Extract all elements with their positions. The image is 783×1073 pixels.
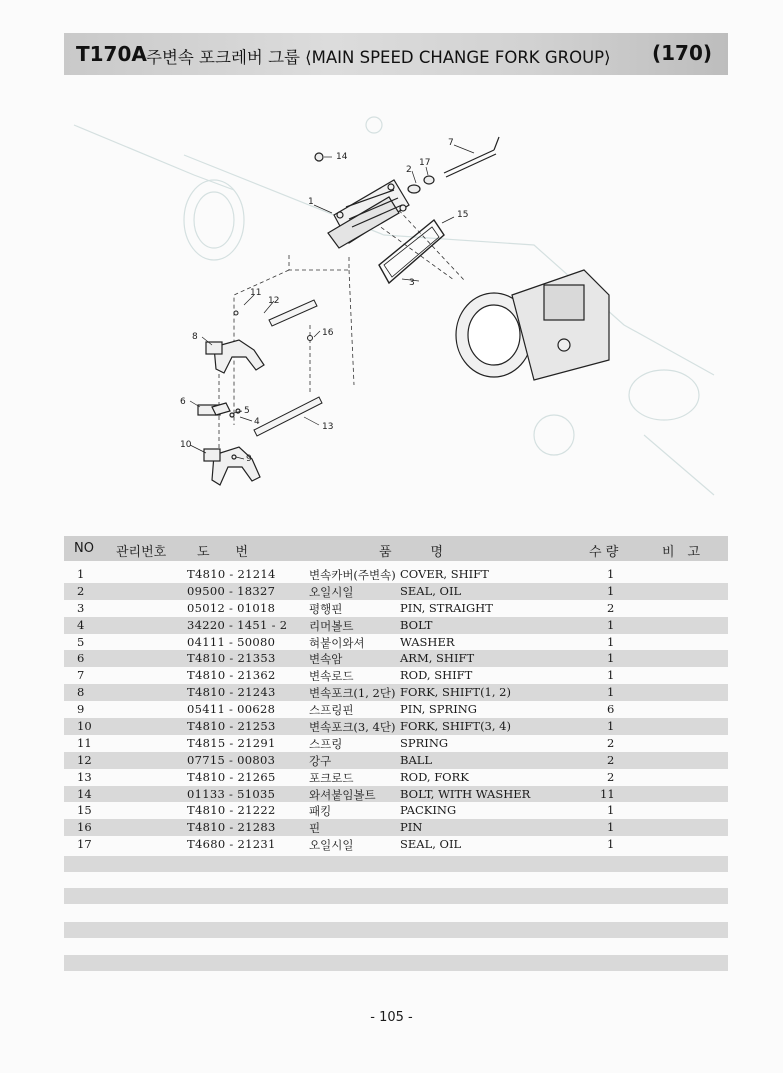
row-part-no: T4680 - 21231: [187, 837, 276, 852]
row-no: 5: [77, 634, 85, 649]
row-name-kr: 변속로드: [309, 669, 354, 684]
row-part-no: 01133 - 51035: [187, 786, 276, 801]
table-row: [64, 786, 728, 803]
row-part-no: T4810 - 21265: [187, 769, 276, 784]
row-name-kr: 혀붙이와셔: [309, 635, 365, 650]
table-row: [64, 752, 728, 769]
row-name-en: PACKING: [400, 803, 457, 818]
group-title: 주변속 포크레버 그룹 ⟨MAIN SPEED CHANGE FORK GROUP⟩: [146, 48, 611, 67]
row-part-no: T4815 - 21291: [187, 735, 276, 750]
row-name-kr: 오일시일: [309, 584, 354, 599]
group-page-ref: (170): [651, 41, 712, 65]
row-no: 7: [77, 668, 85, 683]
callout-9: 9: [246, 454, 252, 464]
header-name: 품 명: [379, 545, 444, 560]
table-row: [64, 819, 728, 836]
callout-12: 12: [268, 296, 280, 306]
row-name-en: PIN: [400, 820, 423, 835]
row-no: 1: [77, 567, 85, 581]
row-name-kr: 와셔붙임볼트: [309, 787, 376, 802]
row-name-en: WASHER: [400, 634, 455, 649]
table-row: [64, 650, 728, 667]
row-name-kr: 스프링: [309, 736, 343, 751]
row-name-en: BOLT, WITH WASHER: [400, 786, 531, 801]
header-qty: 수 량: [589, 545, 619, 560]
header-no: NO: [74, 541, 94, 556]
callout-15: 15: [457, 210, 469, 220]
row-part-no: 05012 - 01018: [187, 600, 276, 615]
title-bar: [64, 33, 728, 75]
callout-7: 7: [448, 138, 454, 148]
empty-row-band: [64, 888, 728, 904]
callout-16: 16: [322, 328, 334, 338]
row-qty: 1: [607, 567, 615, 581]
callout-5: 5: [244, 406, 250, 416]
table-row: [64, 600, 728, 617]
row-no: 11: [77, 735, 92, 750]
row-name-en: FORK, SHIFT(1, 2): [400, 685, 511, 700]
empty-row-band: [64, 955, 728, 971]
row-name-en: PIN, STRAIGHT: [400, 600, 493, 615]
row-name-en: ROD, FORK: [400, 769, 469, 784]
row-part-no: 05411 - 00628: [187, 702, 276, 717]
parts-table-body: [64, 566, 728, 853]
row-name-kr: 오일시일: [309, 838, 354, 853]
table-row: [64, 684, 728, 701]
row-name-en: FORK, SHIFT(3, 4): [400, 719, 511, 734]
row-no: 6: [77, 651, 85, 666]
row-name-kr: 리머볼트: [309, 618, 354, 633]
row-name-en: BALL: [400, 752, 433, 767]
row-qty: 1: [607, 837, 615, 852]
row-qty: 2: [607, 735, 615, 750]
row-name-kr: 포크로드: [309, 770, 354, 785]
row-qty: 1: [607, 719, 615, 734]
exploded-parts-diagram: [64, 95, 728, 515]
row-qty: 2: [607, 752, 615, 767]
row-part-no: 34220 - 1451 - 2: [187, 617, 288, 632]
table-row: [64, 718, 728, 735]
row-qty: 2: [607, 769, 615, 784]
row-qty: 1: [607, 617, 615, 632]
row-part-no: 04111 - 50080: [187, 634, 276, 649]
row-no: 9: [77, 702, 85, 717]
row-no: 14: [77, 786, 92, 801]
row-name-kr: 변속암: [309, 652, 343, 667]
callout-8: 8: [192, 332, 198, 342]
row-part-no: T4810 - 21222: [187, 803, 276, 818]
header-remarks: 비 고: [662, 545, 701, 560]
callout-17: 17: [419, 158, 431, 168]
row-name-kr: 핀: [309, 821, 321, 836]
row-name-en: SEAL, OIL: [400, 837, 462, 852]
callout-6: 6: [180, 397, 186, 407]
header-mgmt-no: 관리번호: [116, 545, 167, 560]
callout-10: 10: [180, 440, 192, 450]
row-part-no: T4810 - 21362: [187, 668, 276, 683]
callout-14: 14: [336, 152, 348, 162]
row-no: 8: [77, 685, 85, 700]
row-no: 15: [77, 803, 92, 818]
row-no: 4: [77, 617, 85, 632]
row-qty: 1: [607, 820, 615, 835]
row-name-en: PIN, SPRING: [400, 702, 477, 717]
table-row: [64, 802, 728, 819]
callout-1: 1: [308, 197, 314, 207]
row-name-kr: 변속포크(1, 2단): [309, 686, 396, 701]
row-qty: 1: [607, 685, 615, 700]
row-part-no: T4810 - 21243: [187, 685, 276, 700]
row-part-no: T4810 - 21353: [187, 651, 276, 666]
row-name-kr: 변속카버(주변속): [309, 568, 396, 582]
callout-13: 13: [322, 422, 334, 432]
row-part-no: 07715 - 00803: [187, 752, 276, 767]
row-no: 17: [77, 837, 92, 852]
table-row: [64, 667, 728, 684]
header-drawing-no: 도 번: [197, 545, 249, 560]
row-qty: 1: [607, 651, 615, 666]
parts-table-header: [64, 536, 728, 561]
callout-2: 2: [406, 165, 412, 175]
row-part-no: 09500 - 18327: [187, 583, 276, 598]
row-part-no: T4810 - 21214: [187, 567, 276, 581]
model-code: T170A: [76, 42, 147, 66]
row-no: 3: [77, 600, 85, 615]
row-no: 12: [77, 752, 92, 767]
empty-row-band: [64, 856, 728, 872]
row-no: 2: [77, 583, 85, 598]
row-name-en: BOLT: [400, 617, 433, 632]
row-name-en: SEAL, OIL: [400, 583, 462, 598]
row-no: 13: [77, 769, 92, 784]
table-row: [64, 617, 728, 634]
row-name-en: COVER, SHIFT: [400, 567, 489, 581]
row-name-kr: 변속포크(3, 4단): [309, 720, 396, 735]
row-part-no: T4810 - 21253: [187, 719, 276, 734]
row-name-kr: 평행핀: [309, 601, 343, 616]
row-qty: 1: [607, 668, 615, 683]
table-row: [64, 634, 728, 651]
row-qty: 1: [607, 583, 615, 598]
row-qty: 11: [600, 786, 615, 801]
callout-4: 4: [254, 417, 260, 427]
row-name-kr: 강구: [309, 753, 332, 768]
row-qty: 2: [607, 600, 615, 615]
row-qty: 6: [607, 702, 615, 717]
callout-3: 3: [409, 278, 415, 288]
row-name-en: ARM, SHIFT: [400, 651, 475, 666]
table-row: [64, 566, 728, 583]
row-name-kr: 스프링핀: [309, 703, 354, 718]
table-row: [64, 735, 728, 752]
row-name-en: ROD, SHIFT: [400, 668, 473, 683]
table-row: [64, 769, 728, 786]
empty-row-band: [64, 922, 728, 938]
row-qty: 1: [607, 803, 615, 818]
row-qty: 1: [607, 634, 615, 649]
row-no: 10: [77, 719, 92, 734]
table-row: [64, 836, 728, 853]
row-no: 16: [77, 820, 92, 835]
page-number: - 105 -: [370, 1010, 413, 1025]
row-part-no: T4810 - 21283: [187, 820, 276, 835]
row-name-en: SPRING: [400, 735, 449, 750]
row-name-kr: 패킹: [309, 804, 332, 819]
table-row: [64, 583, 728, 600]
table-row: [64, 701, 728, 718]
callout-11: 11: [250, 288, 262, 298]
